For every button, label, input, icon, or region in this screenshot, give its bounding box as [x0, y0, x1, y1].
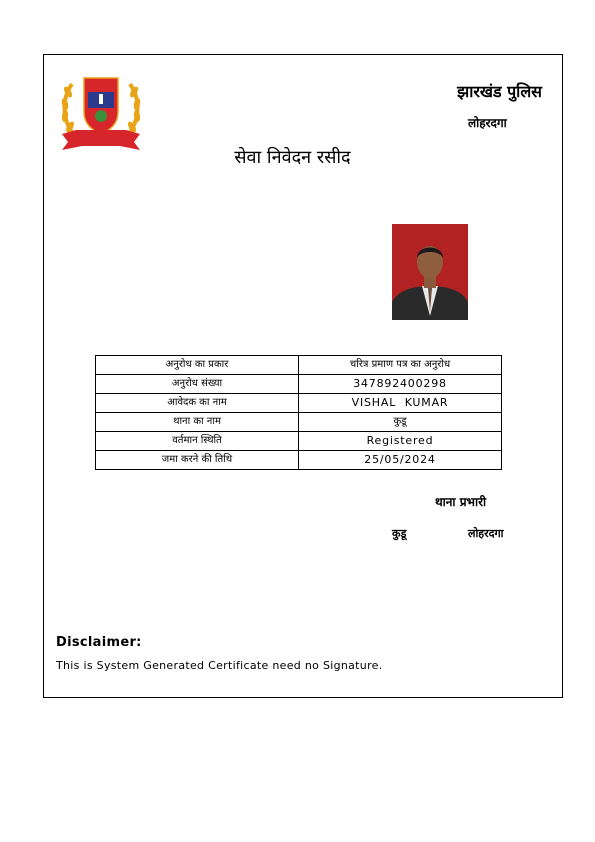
row-value: चरित्र प्रमाण पत्र का अनुरोध [299, 356, 502, 375]
disclaimer-text: This is System Generated Certificate need no Signature. [56, 659, 383, 672]
row-label: अनुरोध संख्या [96, 375, 299, 394]
organization-name: झारखंड पुलिस [457, 82, 542, 101]
applicant-photo [392, 224, 468, 320]
row-value: Registered [299, 432, 502, 451]
table-row [96, 432, 502, 451]
officer-title: थाना प्रभारी [435, 495, 487, 509]
row-value: कुडू [299, 413, 502, 432]
row-label: अनुरोध का प्रकार [96, 356, 299, 375]
request-details-table [95, 355, 502, 470]
jharkhand-police-emblem-icon [58, 72, 144, 156]
row-value: 347892400298 [299, 375, 502, 394]
disclaimer-heading: Disclaimer: [56, 635, 142, 650]
row-label: आवेदक का नाम [96, 394, 299, 413]
table-row [96, 413, 502, 432]
row-label: थाना का नाम [96, 413, 299, 432]
row-value: 25/05/2024 [299, 451, 502, 470]
district-name: लोहरदगा [468, 116, 507, 130]
page-title [0, 145, 595, 169]
table-row [96, 356, 502, 375]
page-title-text: सेवा निवेदन रसीद [234, 147, 351, 168]
station-district: लोहरदगा [468, 527, 504, 540]
station-name: कुडू [392, 527, 407, 540]
table-row [96, 375, 502, 394]
row-value: VISHAL KUMAR [299, 394, 502, 413]
table-row [96, 394, 502, 413]
table-row [96, 451, 502, 470]
row-label: वर्तमान स्थिति [96, 432, 299, 451]
row-label: जमा करने की तिथि [96, 451, 299, 470]
